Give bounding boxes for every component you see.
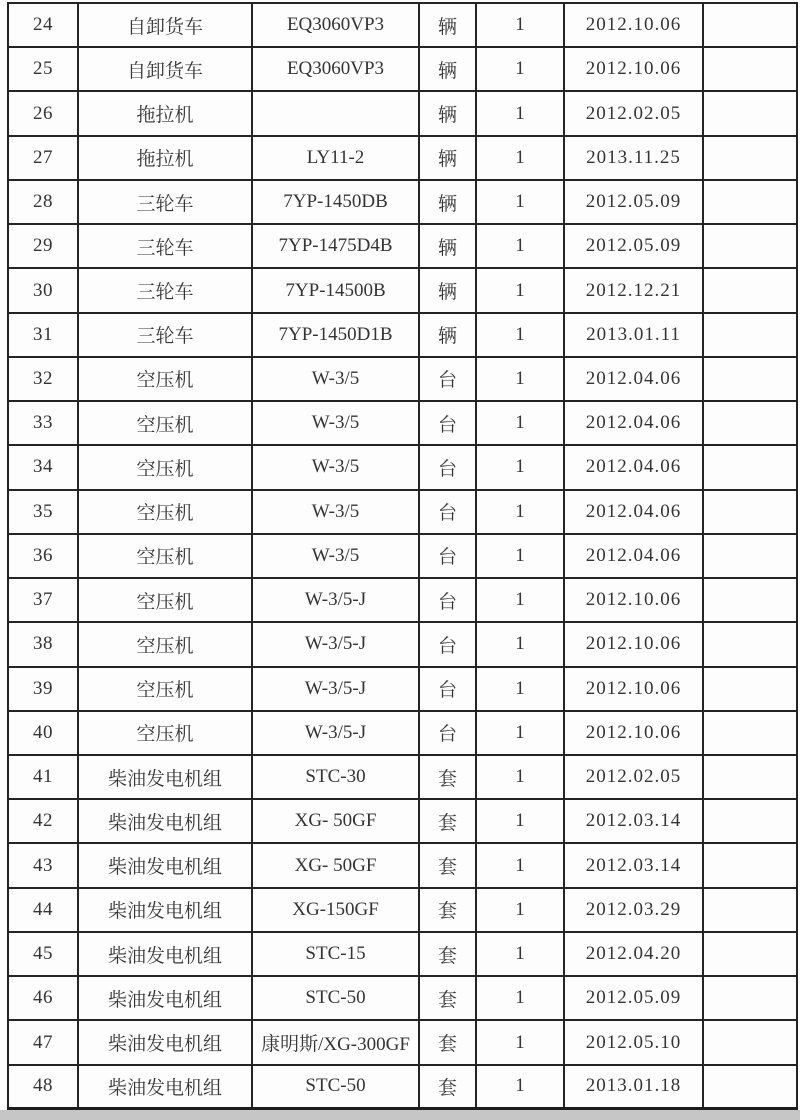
cell-row-number: 28: [8, 180, 78, 224]
cell-notes: [703, 224, 797, 268]
cell-row-number: 35: [8, 490, 78, 534]
cell-notes: [703, 578, 797, 622]
cell-model: 康明斯/XG-300GF: [252, 1020, 419, 1064]
cell-quantity: 1: [476, 888, 564, 932]
cell-notes: [703, 622, 797, 666]
cell-notes: [703, 799, 797, 843]
cell-notes: [703, 976, 797, 1020]
cell-equipment-name: 空压机: [78, 578, 252, 622]
cell-date: 2012.04.06: [564, 445, 703, 489]
cell-unit: 台: [419, 445, 476, 489]
cell-row-number: 32: [8, 357, 78, 401]
cell-notes: [703, 932, 797, 976]
cell-model: W-3/5-J: [252, 711, 419, 755]
cell-notes: [703, 136, 797, 180]
cell-date: 2012.05.09: [564, 180, 703, 224]
cell-row-number: 39: [8, 667, 78, 711]
cell-quantity: 1: [476, 622, 564, 666]
cell-row-number: 26: [8, 91, 78, 135]
cell-date: 2012.10.06: [564, 711, 703, 755]
table-row: [8, 47, 797, 91]
table-row: [8, 755, 797, 799]
cell-model: STC-50: [252, 1065, 419, 1109]
cell-date: 2012.03.14: [564, 799, 703, 843]
table-row: [8, 224, 797, 268]
cell-row-number: 29: [8, 224, 78, 268]
cell-notes: [703, 268, 797, 312]
cell-notes: [703, 47, 797, 91]
cell-quantity: 1: [476, 47, 564, 91]
cell-equipment-name: 空压机: [78, 534, 252, 578]
cell-unit: 辆: [419, 47, 476, 91]
cell-row-number: 45: [8, 932, 78, 976]
cell-row-number: 48: [8, 1065, 78, 1109]
cell-equipment-name: 柴油发电机组: [78, 888, 252, 932]
cell-model: 7YP-1475D4B: [252, 224, 419, 268]
cell-model: XG-150GF: [252, 888, 419, 932]
cell-model: W-3/5-J: [252, 622, 419, 666]
cell-row-number: 46: [8, 976, 78, 1020]
table-row: [8, 976, 797, 1020]
table-row: [8, 888, 797, 932]
table-row: [8, 932, 797, 976]
cell-date: 2012.03.14: [564, 843, 703, 887]
equipment-table: [7, 2, 798, 1110]
table-row: [8, 1065, 797, 1109]
cell-model: W-3/5: [252, 445, 419, 489]
cell-unit: 套: [419, 755, 476, 799]
cell-date: 2012.03.29: [564, 888, 703, 932]
cell-notes: [703, 180, 797, 224]
cell-date: 2012.02.05: [564, 91, 703, 135]
cell-date: 2013.11.25: [564, 136, 703, 180]
cell-quantity: 1: [476, 224, 564, 268]
cell-quantity: 1: [476, 843, 564, 887]
cell-row-number: 25: [8, 47, 78, 91]
cell-equipment-name: 空压机: [78, 711, 252, 755]
cell-equipment-name: 柴油发电机组: [78, 755, 252, 799]
cell-unit: 辆: [419, 180, 476, 224]
table-row: [8, 534, 797, 578]
cell-quantity: 1: [476, 490, 564, 534]
table-row: [8, 490, 797, 534]
cell-equipment-name: 空压机: [78, 667, 252, 711]
cell-model: STC-15: [252, 932, 419, 976]
cell-unit: 套: [419, 1065, 476, 1109]
cell-row-number: 43: [8, 843, 78, 887]
cell-unit: 台: [419, 578, 476, 622]
table-row: [8, 843, 797, 887]
table-row: [8, 357, 797, 401]
cell-date: 2013.01.11: [564, 313, 703, 357]
table-row: [8, 136, 797, 180]
cell-unit: 套: [419, 1020, 476, 1064]
cell-unit: 台: [419, 401, 476, 445]
cell-equipment-name: 自卸货车: [78, 3, 252, 47]
table-row: [8, 622, 797, 666]
cell-equipment-name: 柴油发电机组: [78, 976, 252, 1020]
table-row: [8, 401, 797, 445]
cell-equipment-name: 空压机: [78, 357, 252, 401]
cell-quantity: 1: [476, 1065, 564, 1109]
cell-notes: [703, 843, 797, 887]
cell-notes: [703, 401, 797, 445]
cell-model: STC-50: [252, 976, 419, 1020]
cell-date: 2012.05.10: [564, 1020, 703, 1064]
cell-row-number: 36: [8, 534, 78, 578]
cell-equipment-name: 拖拉机: [78, 91, 252, 135]
cell-notes: [703, 711, 797, 755]
cell-notes: [703, 667, 797, 711]
cell-quantity: 1: [476, 932, 564, 976]
cell-model: 7YP-1450D1B: [252, 313, 419, 357]
cell-model: XG- 50GF: [252, 843, 419, 887]
cell-row-number: 24: [8, 3, 78, 47]
cell-notes: [703, 1020, 797, 1064]
cell-equipment-name: 三轮车: [78, 313, 252, 357]
cell-quantity: 1: [476, 180, 564, 224]
cell-unit: 套: [419, 888, 476, 932]
cell-date: 2012.04.06: [564, 401, 703, 445]
table-row: [8, 3, 797, 47]
cell-quantity: 1: [476, 136, 564, 180]
cell-notes: [703, 3, 797, 47]
cell-equipment-name: 柴油发电机组: [78, 1020, 252, 1064]
cell-notes: [703, 755, 797, 799]
cell-date: 2012.04.06: [564, 534, 703, 578]
table-row: [8, 91, 797, 135]
cell-model: 7YP-14500B: [252, 268, 419, 312]
cell-row-number: 47: [8, 1020, 78, 1064]
cell-date: 2012.04.06: [564, 490, 703, 534]
cell-row-number: 27: [8, 136, 78, 180]
cell-equipment-name: 空压机: [78, 490, 252, 534]
cell-quantity: 1: [476, 357, 564, 401]
cell-date: 2012.04.06: [564, 357, 703, 401]
cell-quantity: 1: [476, 91, 564, 135]
cell-unit: 辆: [419, 136, 476, 180]
cell-row-number: 33: [8, 401, 78, 445]
cell-date: 2012.10.06: [564, 47, 703, 91]
cell-notes: [703, 534, 797, 578]
cell-date: 2012.10.06: [564, 3, 703, 47]
cell-row-number: 41: [8, 755, 78, 799]
cell-date: 2012.02.05: [564, 755, 703, 799]
table-row: [8, 180, 797, 224]
cell-equipment-name: 空压机: [78, 622, 252, 666]
cell-model: STC-30: [252, 755, 419, 799]
cell-date: 2012.05.09: [564, 224, 703, 268]
cell-date: 2012.04.20: [564, 932, 703, 976]
cell-quantity: 1: [476, 268, 564, 312]
table-row: [8, 578, 797, 622]
cell-model: XG- 50GF: [252, 799, 419, 843]
cell-date: 2013.01.18: [564, 1065, 703, 1109]
cell-notes: [703, 888, 797, 932]
cell-equipment-name: 柴油发电机组: [78, 932, 252, 976]
equipment-table-body: [8, 3, 797, 1109]
cell-model: EQ3060VP3: [252, 3, 419, 47]
cell-row-number: 42: [8, 799, 78, 843]
table-row: [8, 1020, 797, 1064]
cell-quantity: 1: [476, 667, 564, 711]
cell-date: 2012.12.21: [564, 268, 703, 312]
cell-quantity: 1: [476, 1020, 564, 1064]
cell-unit: 台: [419, 490, 476, 534]
cell-date: 2012.10.06: [564, 578, 703, 622]
cell-row-number: 31: [8, 313, 78, 357]
cell-unit: 套: [419, 976, 476, 1020]
cell-unit: 套: [419, 843, 476, 887]
cell-model: W-3/5-J: [252, 667, 419, 711]
cell-equipment-name: 三轮车: [78, 224, 252, 268]
cell-model: W-3/5: [252, 534, 419, 578]
cell-unit: 辆: [419, 3, 476, 47]
cell-quantity: 1: [476, 755, 564, 799]
table-row: [8, 313, 797, 357]
cell-model: W-3/5: [252, 357, 419, 401]
cell-model: EQ3060VP3: [252, 47, 419, 91]
cell-model: [252, 91, 419, 135]
cell-unit: 台: [419, 622, 476, 666]
cell-date: 2012.10.06: [564, 667, 703, 711]
cell-notes: [703, 445, 797, 489]
cell-quantity: 1: [476, 313, 564, 357]
cell-quantity: 1: [476, 401, 564, 445]
cell-unit: 台: [419, 357, 476, 401]
cell-quantity: 1: [476, 799, 564, 843]
cell-row-number: 40: [8, 711, 78, 755]
cell-unit: 台: [419, 667, 476, 711]
cell-equipment-name: 柴油发电机组: [78, 843, 252, 887]
cell-equipment-name: 自卸货车: [78, 47, 252, 91]
cell-notes: [703, 1065, 797, 1109]
cell-unit: 辆: [419, 268, 476, 312]
cell-model: W-3/5: [252, 401, 419, 445]
cell-equipment-name: 空压机: [78, 445, 252, 489]
cell-notes: [703, 91, 797, 135]
page-bottom-strip: [0, 1110, 800, 1120]
cell-equipment-name: 柴油发电机组: [78, 1065, 252, 1109]
cell-unit: 套: [419, 799, 476, 843]
cell-notes: [703, 490, 797, 534]
cell-unit: 辆: [419, 313, 476, 357]
cell-notes: [703, 313, 797, 357]
cell-row-number: 44: [8, 888, 78, 932]
cell-quantity: 1: [476, 3, 564, 47]
table-row: [8, 445, 797, 489]
table-row: [8, 268, 797, 312]
cell-equipment-name: 柴油发电机组: [78, 799, 252, 843]
cell-equipment-name: 三轮车: [78, 268, 252, 312]
cell-row-number: 34: [8, 445, 78, 489]
table-row: [8, 667, 797, 711]
cell-quantity: 1: [476, 445, 564, 489]
cell-model: LY11-2: [252, 136, 419, 180]
cell-row-number: 37: [8, 578, 78, 622]
cell-date: 2012.05.09: [564, 976, 703, 1020]
table-row: [8, 799, 797, 843]
cell-quantity: 1: [476, 711, 564, 755]
cell-equipment-name: 三轮车: [78, 180, 252, 224]
cell-unit: 辆: [419, 224, 476, 268]
cell-equipment-name: 空压机: [78, 401, 252, 445]
cell-unit: 套: [419, 932, 476, 976]
cell-date: 2012.10.06: [564, 622, 703, 666]
cell-model: 7YP-1450DB: [252, 180, 419, 224]
cell-quantity: 1: [476, 534, 564, 578]
cell-unit: 台: [419, 534, 476, 578]
cell-unit: 台: [419, 711, 476, 755]
cell-row-number: 38: [8, 622, 78, 666]
table-row: [8, 711, 797, 755]
cell-unit: 辆: [419, 91, 476, 135]
cell-notes: [703, 357, 797, 401]
cell-model: W-3/5-J: [252, 578, 419, 622]
cell-model: W-3/5: [252, 490, 419, 534]
cell-quantity: 1: [476, 976, 564, 1020]
cell-quantity: 1: [476, 578, 564, 622]
cell-equipment-name: 拖拉机: [78, 136, 252, 180]
cell-row-number: 30: [8, 268, 78, 312]
